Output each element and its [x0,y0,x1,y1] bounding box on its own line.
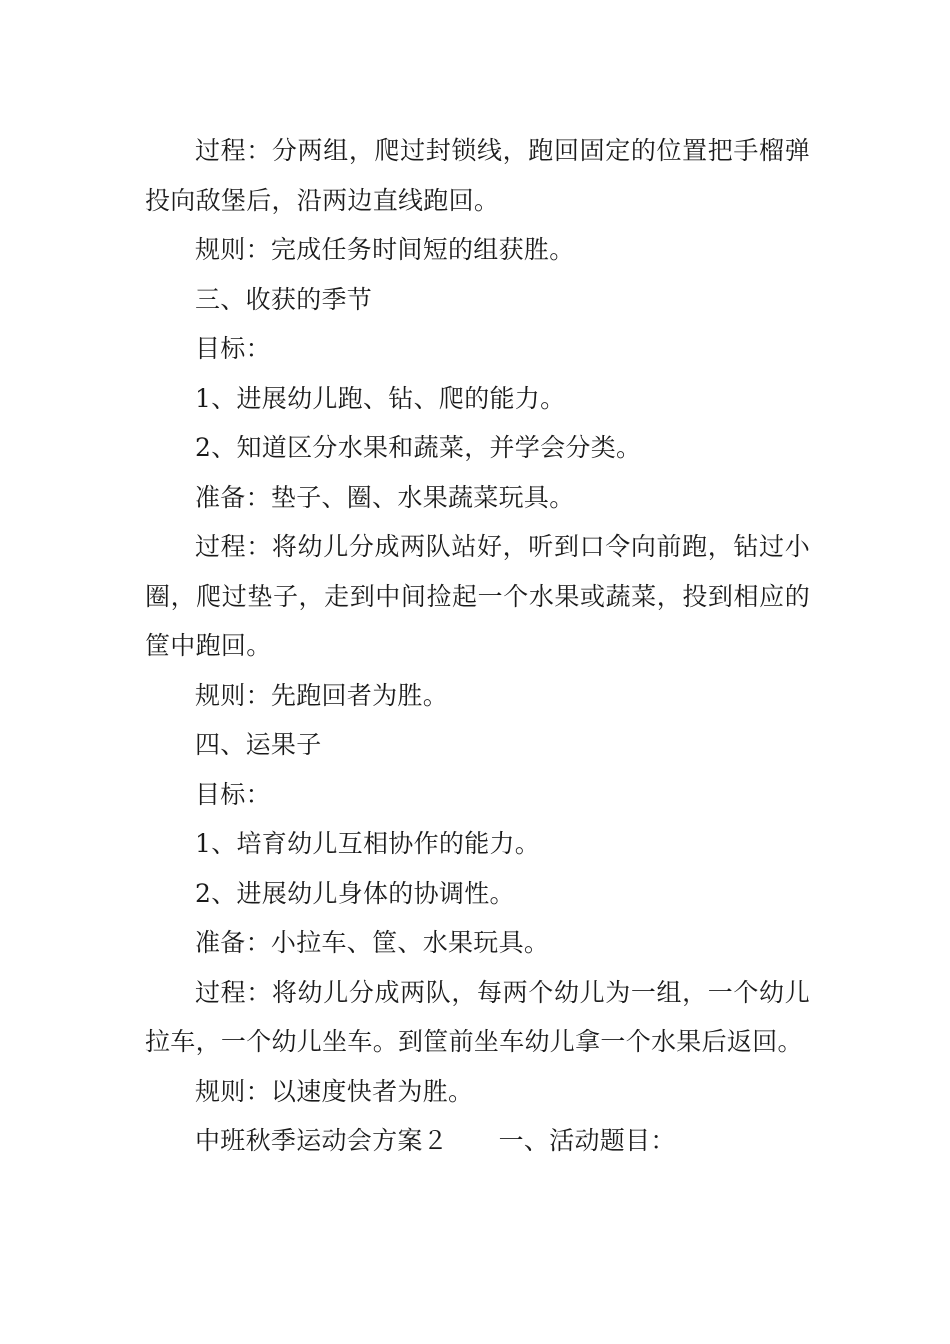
paragraph-rule-2: 规则：先跑回者为胜。 [195,680,449,710]
paragraph-goal-label-2: 目标： [195,779,271,809]
paragraph-process-3: 过程：将幼儿分成两队，每两个幼儿为一组，一个幼儿拉车，一个幼儿坐车。到筐前坐车幼儿拿一个水果后返回。 [145,977,810,1056]
paragraph-goal-item-1: 1、进展幼儿跑、钻、爬的能力。 [195,383,566,413]
paragraph-rule-3: 规则：以速度快者为胜。 [195,1076,474,1106]
paragraph-goal-item-2: 2、知道区分水果和蔬菜，并学会分类。 [195,433,642,462]
paragraph-preparation-1: 准备：垫子、圈、水果蔬菜玩具。 [195,482,575,512]
paragraph-goal-item-3: 1、培育幼儿互相协作的能力。 [195,829,541,858]
paragraph-plan-2-heading: 中班秋季运动会方案２ 一、活动题目： [195,1126,676,1155]
paragraph-process-1: 过程：分两组，爬过封锁线，跑回固定的位置把手榴弹投向敌堡后，沿两边直线跑回。 [145,136,810,215]
paragraph-preparation-2: 准备：小拉车、筐、水果玩具。 [195,928,550,957]
paragraph-goal-label-1: 目标： [195,334,271,363]
paragraph-goal-item-4: 2、进展幼儿身体的协调性。 [195,878,515,908]
paragraph-process-2: 过程：将幼儿分成两队站好，听到口令向前跑，钻过小圈，爬过垫子，走到中间捡起一个水果或蔬菜，投到相应的筐中跑回。 [145,532,810,660]
paragraph-rule-1: 规则：完成任务时间短的组获胜。 [195,235,575,264]
section-heading-carry-fruit: 四、运果子 [195,730,322,759]
document-body [145,126,810,1166]
section-heading-harvest-season: 三、收获的季节 [195,284,373,314]
